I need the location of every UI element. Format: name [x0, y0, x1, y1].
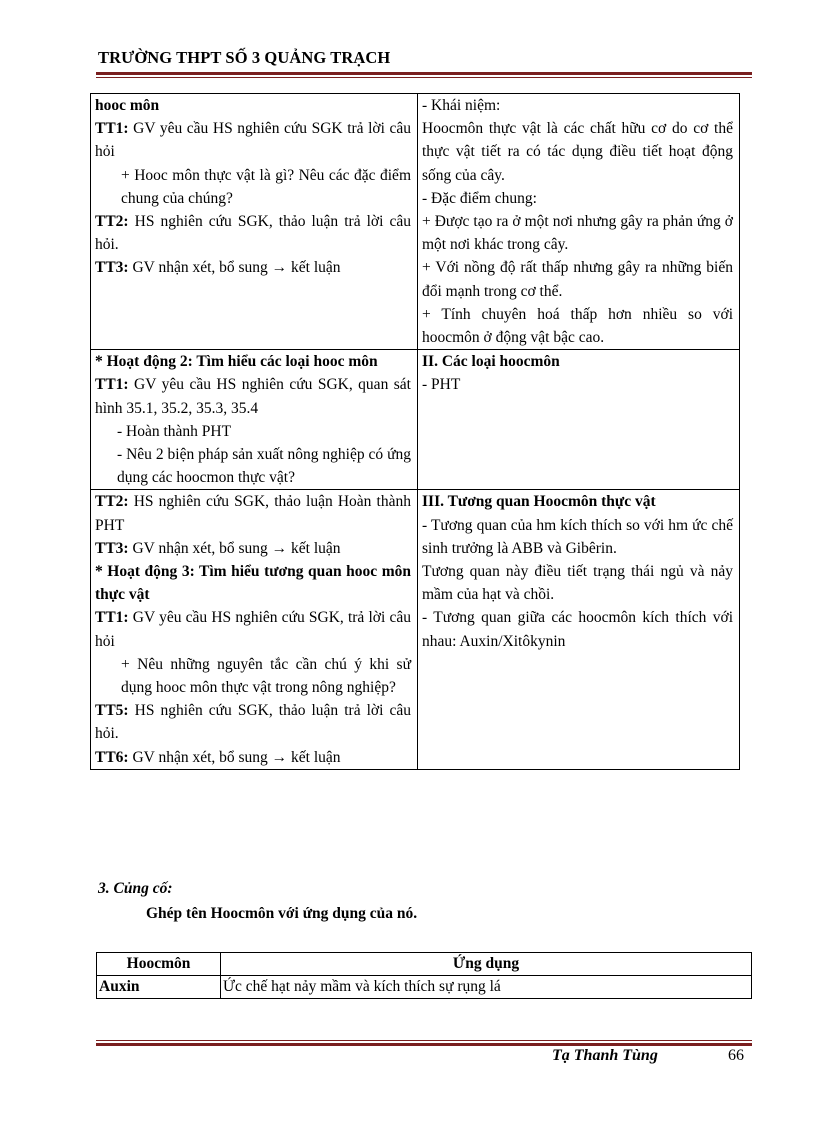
footer-rule-thick	[96, 1043, 752, 1046]
paragraph	[422, 256, 733, 302]
lesson-table	[90, 93, 740, 770]
bold-label: TT1:	[95, 120, 129, 138]
column-header-application: Ứng dụng	[221, 953, 752, 976]
table-row	[97, 976, 752, 999]
bold-label: * Hoạt động 3: Tìm hiểu tương quan hooc môn thực vật	[95, 563, 411, 604]
paragraph	[95, 256, 411, 279]
text-run: + Tính chuyên hoá thấp hơn nhiều so với hoocmôn ở động vật bậc cao.	[422, 305, 733, 347]
text-run: HS nghiên cứu SGK, thảo luận Hoàn thành PHT	[95, 493, 411, 534]
header-title: TRƯỜNG THPT SỐ 3 QUẢNG TRẠCH	[98, 48, 391, 67]
paragraph	[95, 490, 411, 536]
paragraph	[422, 94, 733, 117]
paragraph	[422, 210, 733, 256]
paragraph	[422, 350, 733, 373]
bold-label: TT5:	[95, 702, 129, 720]
text-run: - Tương quan của hm kích thích so với hm ức chế sinh trưởng là ABB và Gibêrin.	[422, 516, 733, 557]
header-rule-thick	[96, 72, 752, 75]
bold-label: III. Tương quan Hoocmôn thực vật	[422, 493, 656, 511]
paragraph	[95, 537, 411, 560]
text-run: GV yêu cầu HS nghiên cứu SGK trả lời câu hỏi	[95, 120, 411, 161]
paragraph	[422, 490, 733, 513]
column-header-hormone: Hoocmôn	[97, 953, 221, 976]
paragraph	[422, 373, 733, 396]
content-cell	[418, 490, 740, 769]
paragraph	[95, 443, 411, 489]
text-run: + Nêu những nguyên tắc cần chú ý khi sử dụng hooc môn thực vật trong nông nghiệp?	[121, 655, 411, 697]
paragraph	[95, 420, 411, 443]
header-rule-thin	[96, 77, 752, 78]
application-table-header-row	[97, 953, 752, 976]
hormone-cell: Auxin	[97, 976, 221, 999]
content-cell	[418, 94, 740, 350]
paragraph	[422, 117, 733, 187]
paragraph	[422, 303, 733, 349]
paragraph	[95, 606, 411, 652]
table-row	[91, 350, 740, 490]
text-run: - Nêu 2 biện pháp sản xuất nông nghiệp có ứng dụng các hoocmon thực vật?	[117, 446, 411, 487]
text-run: - Hoàn thành PHT	[117, 422, 232, 440]
text-run: + Được tạo ra ở một nơi nhưng gây ra phản ứng ở một nơi khác trong cây.	[422, 213, 733, 254]
paragraph	[95, 210, 411, 256]
paragraph	[95, 560, 411, 606]
paragraph	[95, 350, 411, 373]
section-3-instruction: Ghép tên Hoocmôn với ứng dụng của nó.	[146, 905, 418, 922]
paragraph	[95, 164, 411, 210]
text-run: + Với nồng độ rất thấp nhưng gây ra những biến đổi mạnh trong cơ thể.	[422, 259, 733, 300]
content-cell	[418, 350, 740, 490]
bold-label: TT2:	[95, 493, 129, 511]
bold-label: * Hoạt động 2: Tìm hiểu các loại hooc môn	[95, 353, 378, 371]
text-run: GV nhận xét, bổ sung → kết luận	[128, 748, 341, 766]
footer-author: Tạ Thanh Tùng	[552, 1047, 658, 1064]
paragraph	[422, 606, 733, 652]
footer-rule-thin	[96, 1040, 752, 1041]
section-3-title: 3. Củng cố:	[98, 880, 173, 897]
bold-label: TT2:	[95, 213, 129, 231]
bold-label: II. Các loại hoocmôn	[422, 353, 560, 371]
text-run: GV nhận xét, bổ sung → kết luận	[128, 539, 341, 557]
text-run: - Khái niệm:	[422, 97, 501, 114]
text-run: - PHT	[422, 376, 461, 394]
bold-label: TT6:	[95, 748, 129, 766]
paragraph	[422, 514, 733, 560]
text-run: GV yêu cầu HS nghiên cứu SGK, trả lời câu hỏi	[95, 609, 411, 650]
table-row	[91, 94, 740, 350]
application-table	[96, 952, 752, 999]
text-run: + Hooc môn thực vật là gì? Nêu các đặc điểm chung của chúng?	[121, 166, 411, 207]
paragraph	[95, 117, 411, 163]
text-run: GV yêu cầu HS nghiên cứu SGK, quan sát hình 35.1, 35.2, 35.3, 35.4	[95, 376, 411, 417]
paragraph	[422, 560, 733, 606]
bold-label: TT1:	[95, 609, 129, 627]
paragraph	[95, 373, 411, 419]
bold-label: TT3:	[95, 259, 129, 277]
application-cell: Ức chế hạt nảy mầm và kích thích sự rụng lá	[221, 976, 752, 999]
text-run: HS nghiên cứu SGK, thảo luận trả lời câu hỏi.	[95, 702, 411, 743]
activity-cell	[91, 350, 418, 490]
paragraph	[95, 746, 411, 769]
text-run: Tương quan này điều tiết trạng thái ngủ và nảy mầm của hạt và chồi.	[422, 563, 733, 604]
text-run: HS nghiên cứu SGK, thảo luận trả lời câu hỏi.	[95, 213, 411, 254]
activity-cell	[91, 94, 418, 350]
paragraph	[95, 699, 411, 745]
bold-label: TT1:	[95, 376, 129, 394]
bold-label: TT3:	[95, 539, 129, 557]
paragraph	[95, 94, 411, 117]
text-run: GV nhận xét, bổ sung → kết luận	[128, 259, 341, 277]
text-run: - Đặc điểm chung:	[422, 189, 537, 207]
page-number: 66	[728, 1047, 744, 1064]
paragraph	[422, 187, 733, 210]
activity-cell	[91, 490, 418, 769]
text-run: - Tương quan giữa các hoocmôn kích thích với nhau: Auxin/Xitôkynin	[422, 609, 733, 650]
paragraph	[95, 653, 411, 699]
bold-label: hooc môn	[95, 97, 160, 114]
table-row	[91, 490, 740, 769]
text-run: Hoocmôn thực vật là các chất hữu cơ do cơ thể thực vật tiết ra có tác dụng điều tiết hoạt động sống của cây.	[422, 120, 733, 184]
